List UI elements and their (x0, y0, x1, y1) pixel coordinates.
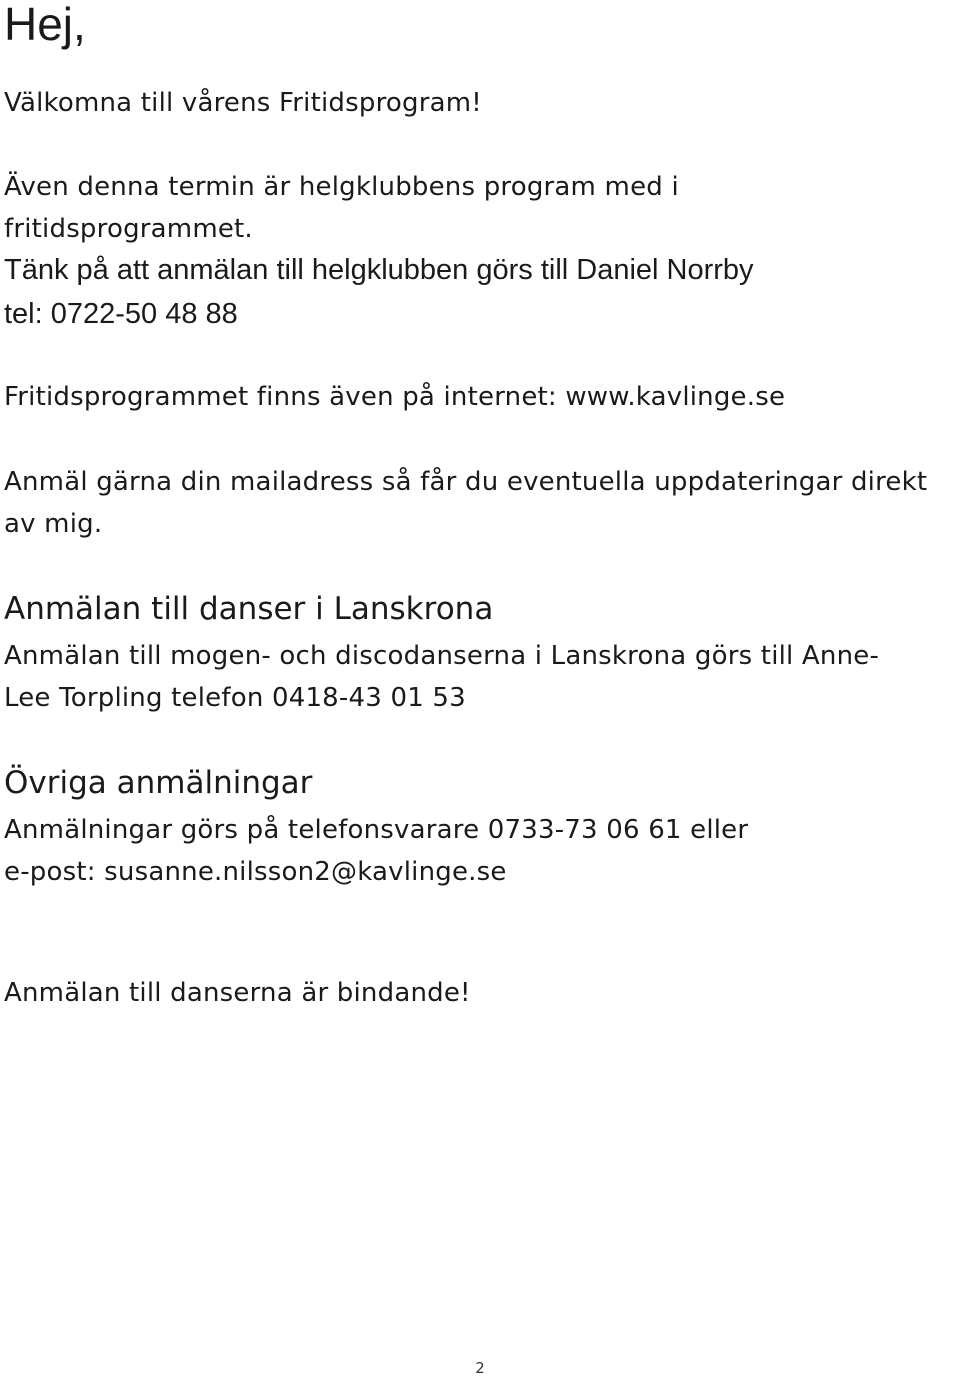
ovriga-line-2: e-post: susanne.nilsson2@kavlinge.se (4, 857, 507, 887)
ovriga-line-1: Anmälningar görs på telefonsvarare 0733-73 06 61 eller (4, 815, 749, 845)
binding-note: Anmälan till danserna är bindande! (4, 978, 471, 1008)
mail-info-line-1: Anmäl gärna din mailadress så får du eventuella uppdateringar direkt (4, 467, 928, 497)
intro-line-1: Även denna termin är helgklubbens program med i (4, 172, 679, 202)
welcome-text: Välkomna till vårens Fritidsprogram! (4, 88, 482, 118)
internet-info: Fritidsprogrammet finns även på internet: www.kavlinge.se (4, 382, 786, 412)
page-number: 2 (475, 1359, 485, 1377)
danser-line-1: Anmälan till mogen- och discodanserna i Lanskrona görs till Anne- (4, 641, 880, 671)
intro-line-2: fritidsprogrammet. (4, 214, 253, 244)
danser-heading: Anmälan till danser i Lanskrona (4, 591, 494, 627)
helgklubb-phone: tel: 0722-50 48 88 (4, 298, 238, 330)
greeting-heading: Hej, (4, 0, 86, 50)
danser-line-2: Lee Torpling telefon 0418-43 01 53 (4, 683, 466, 713)
helgklubb-line-1: Tänk på att anmälan till helgklubben görs till Daniel Norrby (4, 254, 754, 286)
ovriga-heading: Övriga anmälningar (4, 765, 313, 801)
mail-info-line-2: av mig. (4, 509, 103, 539)
